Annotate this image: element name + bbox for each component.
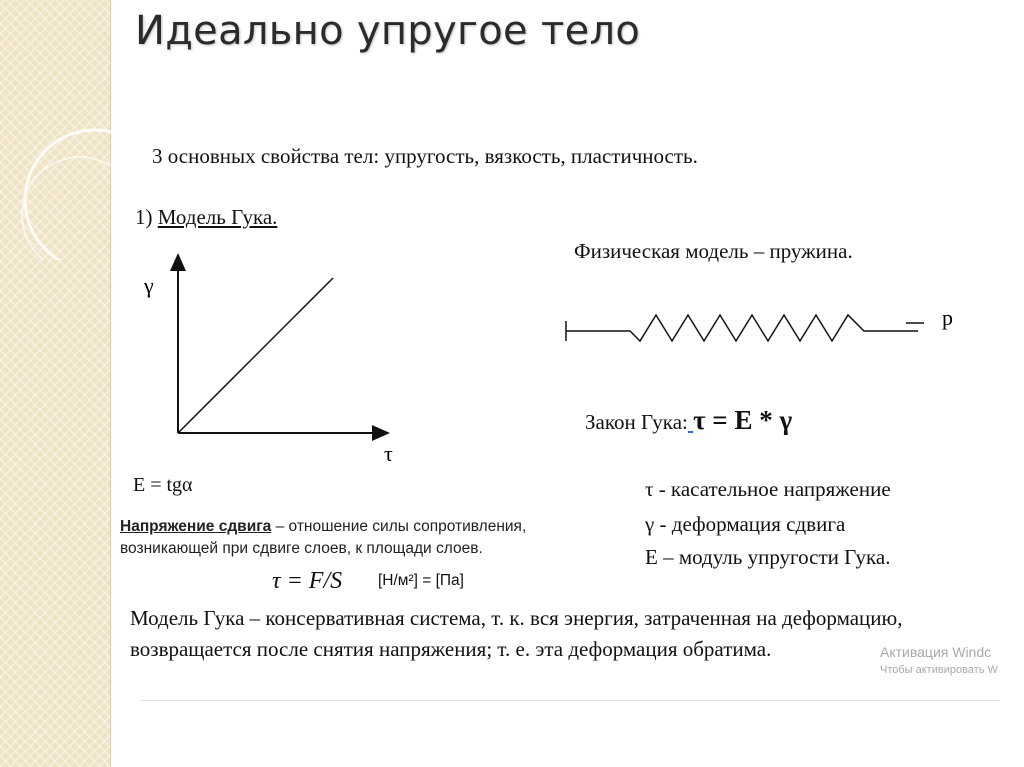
hooke-label: Закон Гука:	[585, 410, 688, 434]
shear-units: [Н/м²] = [Па]	[378, 572, 464, 589]
tangent-relation: E = tgα	[133, 474, 193, 496]
graph-line	[178, 278, 333, 433]
spring-force-label: p	[942, 305, 953, 330]
legend-gamma: γ - деформация сдвига	[645, 512, 846, 536]
legend-modulus: E – модуль упругости Гука.	[645, 545, 891, 569]
model-number: 1)	[135, 205, 153, 229]
conclusion-text: Модель Гука – консервативная система, т. к. вся энергия, затраченная на деформацию, возвращается после снятия напряжения; т. е. эта деформация обратима.	[130, 606, 903, 661]
slide-title: Идеально упругое тело	[135, 8, 641, 54]
hooke-graph	[130, 245, 410, 475]
watermark-line2: Чтобы активировать W	[880, 664, 998, 676]
shear-definition	[120, 516, 526, 560]
hooke-formula: τ = E * γ	[693, 405, 793, 435]
activation-watermark	[880, 643, 1000, 679]
decorative-circles	[0, 0, 140, 260]
shear-definition-line2: возникающей при сдвиге слоев, к площади слоев.	[120, 540, 483, 557]
legend-tau: τ - касательное напряжение	[645, 477, 891, 501]
physical-model-text: Физическая модель – пружина.	[574, 239, 853, 263]
spring-diagram	[560, 295, 980, 355]
shear-definition-line1: – отношение силы сопротивления,	[271, 518, 527, 535]
shear-term: Напряжение сдвига	[120, 518, 272, 535]
graph-x-label: τ	[384, 441, 393, 466]
graph-y-label: γ	[144, 273, 154, 298]
bottom-divider	[140, 700, 1000, 701]
model-heading	[135, 205, 277, 230]
spring-zigzag	[566, 315, 918, 341]
model-name: Модель Гука.	[157, 205, 278, 229]
shear-formula: τ = F/S	[272, 568, 343, 594]
intro-text: 3 основных свойства тел: упругость, вязкость, пластичность.	[152, 144, 698, 168]
hooke-law	[585, 405, 792, 436]
watermark-line1: Активация Windc	[880, 644, 992, 660]
